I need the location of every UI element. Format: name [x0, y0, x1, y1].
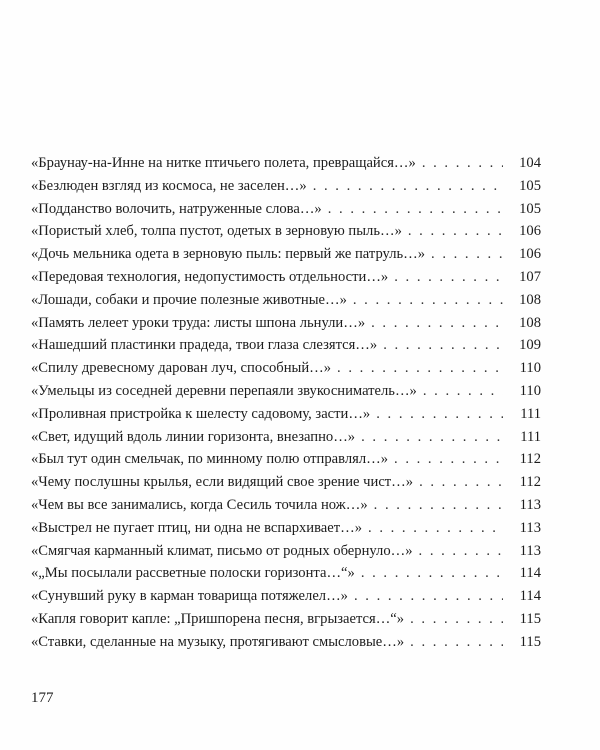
toc-entry-title: «Браунау-на-Инне на нитке птичьего полета, превращайся…»: [31, 155, 416, 171]
toc-entry-page: 111: [520, 405, 541, 422]
toc-entry: [31, 608, 541, 631]
dot-leader: [419, 540, 503, 563]
toc-entry: [31, 494, 541, 517]
toc-entry-page: 111: [520, 428, 541, 445]
toc-entry-title: «Лошади, собаки и прочие полезные животные…»: [31, 291, 347, 308]
dot-leader: [361, 426, 503, 449]
toc-entry-title: «Чему послушны крылья, если видящий свое зрение чист…»: [31, 474, 414, 491]
table-of-contents: [31, 152, 541, 654]
dot-leader: [353, 289, 503, 312]
toc-entry-page: 110: [519, 360, 541, 377]
toc-entry-title: «Сунувший руку в карман товарища потяжелел…»: [31, 588, 348, 605]
dot-leader: [337, 357, 503, 380]
dot-leader: [431, 243, 503, 266]
dot-leader: [354, 585, 503, 608]
toc-entry-title: «Пористый хлеб, толпа пустот, одетых в зерновую пыль…»: [31, 223, 402, 240]
toc-entry: [31, 426, 541, 449]
toc-entry-page: 104: [519, 155, 541, 171]
toc-entry: [31, 380, 541, 403]
dot-leader: [419, 471, 503, 494]
dot-leader: [383, 334, 503, 357]
toc-entry-title: «Умельцы из соседней деревни перепаяли звукосниматель…»: [31, 382, 417, 399]
toc-entry-title: «Чем вы все занимались, когда Сесиль точила нож…»: [31, 496, 368, 513]
dot-leader: [361, 562, 503, 585]
page-number: 177: [31, 690, 54, 706]
toc-entry-title: «Выстрел не пугает птиц, ни одна не вспархивает…»: [31, 519, 363, 536]
toc-entry-page: 115: [519, 610, 541, 627]
dot-leader: [410, 608, 503, 631]
toc-entry-title: «Ставки, сделанные на музыку, протягивают смысловые…»: [31, 633, 405, 650]
toc-entry: [31, 266, 541, 289]
toc-entry-page: 113: [519, 519, 541, 536]
dot-leader: [313, 175, 503, 198]
toc-entry: [31, 631, 541, 654]
toc-entry-title: «Капля говорит капле: „Пришпорена песня, вгрызается…“»: [31, 610, 405, 627]
dot-leader: [376, 403, 503, 426]
toc-entry-title: «Смягчая карманный климат, письмо от родных обернуло…»: [31, 542, 413, 559]
dot-leader: [394, 448, 503, 471]
toc-entry-page: 108: [519, 314, 541, 331]
toc-entry-title: «Был тут один смельчак, по минному полю отправлял…»: [31, 451, 389, 468]
toc-entry-title: «Нашедший пластинки прадеда, твои глаза слезятся…»: [31, 337, 378, 354]
toc-entry: [31, 448, 541, 471]
toc-entry-title: «Подданство волочить, натруженные слова…»: [31, 200, 322, 217]
toc-entry-page: 110: [519, 382, 541, 399]
toc-entry: [31, 220, 541, 243]
toc-entry-page: 113: [519, 542, 541, 559]
toc-entry-title: «Свет, идущий вдоль линии горизонта, внезапно…»: [31, 428, 356, 445]
toc-entry-title: «Дочь мельника одета в зерновую пыль: первый же патруль…»: [31, 246, 426, 263]
toc-entry-title: «Спилу древесному дарован луч, способный…»: [31, 360, 332, 377]
toc-entry: [31, 540, 541, 563]
toc-entry: [31, 562, 541, 585]
toc-entry-title: «„Мы посылали рассветные полоски горизонта…“»: [31, 565, 355, 582]
toc-entry: [31, 471, 541, 494]
toc-entry-title: «Проливная пристройка к шелесту садовому, засти…»: [31, 405, 371, 422]
toc-entry-page: 112: [519, 451, 541, 468]
toc-entry-page: 114: [519, 565, 541, 582]
dot-leader: [374, 494, 503, 517]
dot-leader: [394, 266, 503, 289]
dot-leader: [368, 517, 503, 540]
toc-entry: [31, 198, 541, 221]
toc-entry-title: «Память лелеет уроки труда: листы шпона льнули…»: [31, 314, 366, 331]
toc-entry: [31, 585, 541, 608]
toc-entry: [31, 289, 541, 312]
toc-entry-page: 106: [519, 223, 541, 240]
toc-entry: [31, 175, 541, 198]
toc-entry-page: 106: [519, 246, 541, 263]
toc-entry-page: 108: [519, 291, 541, 308]
toc-entry-title: «Безлюден взгляд из космоса, не заселен…»: [31, 177, 307, 194]
toc-entry-page: 113: [519, 496, 541, 513]
dot-leader: [422, 152, 503, 175]
dot-leader: [408, 220, 503, 243]
toc-entry-page: 112: [519, 474, 541, 491]
toc-entry: [31, 243, 541, 266]
dot-leader: [371, 312, 503, 335]
toc-entry-page: 115: [519, 633, 541, 650]
toc-entry: [31, 334, 541, 357]
toc-entry: [31, 152, 541, 175]
toc-entry: [31, 403, 541, 426]
toc-entry-title: «Передовая технология, недопустимость отдельности…»: [31, 268, 389, 285]
toc-entry: [31, 357, 541, 380]
toc-entry-page: 107: [519, 268, 541, 285]
dot-leader: [410, 631, 503, 654]
toc-entry: [31, 312, 541, 335]
dot-leader: [423, 380, 503, 403]
toc-entry-page: 105: [519, 177, 541, 194]
toc-entry-page: 114: [519, 588, 541, 605]
dot-leader: [328, 198, 503, 221]
toc-entry: [31, 517, 541, 540]
toc-entry-page: 109: [519, 337, 541, 354]
toc-entry-page: 105: [519, 200, 541, 217]
